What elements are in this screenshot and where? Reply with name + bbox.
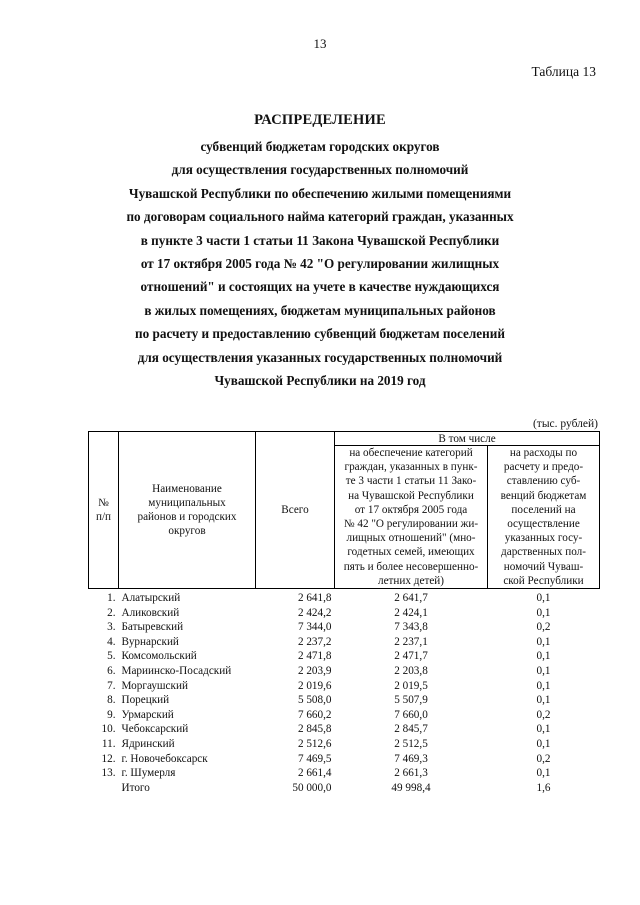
row-total: 2 661,4 [297, 767, 332, 780]
row-name: Алатырский [121, 592, 181, 605]
header-col-a-line: от 17 октября 2005 года [354, 503, 468, 516]
page-number: 13 [313, 36, 327, 51]
header-col-b-line: ставлению суб- [506, 475, 581, 488]
document-title: РАСПРЕДЕЛЕНИЕ [254, 112, 386, 128]
header-num-line: № [98, 496, 109, 509]
header-col-b-line: венций бюджетам [500, 489, 587, 502]
row-number: 8. [107, 694, 116, 707]
row-col-a: 49 998,4 [391, 781, 431, 794]
header-total: Всего [256, 432, 335, 589]
row-total: 2 424,2 [297, 606, 332, 619]
subtitle-line: Чувашской Республики по обеспечению жилыми помещениями [128, 185, 512, 201]
row-total: 7 344,0 [297, 621, 332, 634]
document-subtitle [0, 135, 640, 392]
table-row [89, 722, 600, 737]
row-col-b: 0,2 [536, 621, 551, 634]
row-col-b: 0,1 [536, 606, 551, 619]
header-num-line: п/п [95, 511, 112, 524]
row-name: Мариинско-Посадский [121, 665, 232, 677]
header-col-a-line: № 42 "О регулировании жи- [343, 518, 479, 531]
subtitle-line: субвенций бюджетам городских округов [200, 139, 440, 154]
row-col-b: 0,1 [536, 635, 551, 648]
header-col-a [335, 446, 488, 589]
row-col-b: 0,1 [536, 650, 551, 663]
header-name-line: округов [168, 525, 206, 538]
subtitle-line: в жилых помещениях, бюджетам муниципальных районов [144, 302, 496, 318]
row-col-a: 2 512,5 [394, 737, 428, 750]
row-col-a: 2 019,5 [394, 679, 428, 692]
header-name [119, 432, 256, 589]
table-row [89, 649, 600, 664]
row-total: 2 471,8 [297, 650, 332, 663]
row-col-a: 7 343,8 [394, 621, 428, 634]
subtitle-line: от 17 октября 2005 года № 42 "О регулировании жилищных [140, 256, 500, 272]
subtitle-line: по расчету и предоставлению субвенций бюджетам поселений [135, 326, 505, 342]
subtitle-line: для осуществления указанных государственных полномочий [137, 349, 503, 365]
header-col-a-line: пять и более несовершенно- [343, 560, 479, 573]
row-number: 3. [107, 621, 116, 634]
row-name: Комсомольский [121, 650, 197, 663]
row-col-a: 2 203,8 [394, 665, 428, 677]
row-col-a: 2 424,1 [394, 606, 428, 619]
header-col-b-line: дарственных пол- [501, 546, 586, 559]
row-total: 7 469,5 [297, 752, 332, 765]
row-number: 9. [107, 708, 116, 721]
header-col-a-line: на Чувашской Республики [348, 489, 474, 502]
header-col-b-line: номочий Чуваш- [503, 560, 584, 573]
row-total: 2 237,2 [297, 635, 332, 648]
table-row [89, 589, 600, 606]
table-row [89, 737, 600, 752]
header-name-line: муниципальных [148, 496, 226, 509]
row-number: 5. [107, 650, 116, 663]
header-col-b [488, 446, 600, 589]
header-col-b-line: ской Республики [503, 574, 584, 587]
row-number: 10. [101, 723, 116, 736]
document-heading [0, 110, 640, 392]
row-name: Чебоксарский [121, 723, 189, 736]
row-name: Батыревский [121, 621, 184, 634]
row-number: 6. [107, 665, 116, 677]
row-col-b: 0,1 [536, 723, 551, 736]
table-row [89, 606, 600, 621]
table-row [89, 635, 600, 650]
header-col-b-line: осуществление [507, 518, 580, 531]
header-group: В том числе [335, 432, 600, 446]
row-name: Аликовский [121, 606, 180, 619]
header-col-a-line: лищных отношений" (мно- [346, 532, 476, 545]
row-number: 4. [107, 635, 116, 648]
row-total: 2 203,9 [297, 665, 332, 677]
header-col-b-line: указанных госу- [504, 532, 583, 545]
subtitle-line: для осуществления государственных полномочий [171, 162, 469, 178]
subtitle-line: Чувашской Республики на 2019 год [214, 373, 426, 389]
subtitle-line: в пункте 3 части 1 статьи 11 Закона Чувашской Республики [140, 232, 500, 248]
row-col-b: 0,2 [536, 708, 551, 721]
row-total: 7 660,2 [297, 708, 332, 721]
header-col-a-line: летних детей) [377, 574, 445, 587]
table-row [89, 620, 600, 635]
row-total: 2 019,6 [297, 679, 332, 692]
table-row [89, 664, 600, 679]
subtitle-line: по договорам социального найма категорий граждан, указанных [126, 209, 514, 225]
row-col-b: 0,1 [536, 665, 551, 677]
table-row [89, 693, 600, 708]
units-label: (тыс. рублей) [532, 418, 598, 430]
row-name: Вурнарский [121, 635, 179, 648]
row-col-b: 0,1 [536, 694, 551, 707]
row-total: 5 508,0 [297, 694, 332, 707]
header-col-a-line: на обеспечение категорий [349, 447, 473, 459]
row-number: 1. [107, 592, 116, 605]
row-name: Ядринский [121, 737, 175, 750]
header-col-a-line: те 3 части 1 статьи 11 Зако- [345, 475, 477, 488]
row-number: 2. [107, 606, 116, 619]
row-col-b: 0,2 [536, 752, 551, 765]
row-total: 2 512,6 [297, 737, 332, 750]
header-name-line: районов и городских [137, 511, 237, 524]
row-name: Моргаушский [121, 679, 188, 692]
row-name: Итого [121, 781, 150, 794]
row-name: Урмарский [121, 708, 174, 721]
header-num [89, 432, 119, 589]
table-label: Таблица 13 [531, 64, 596, 79]
row-col-a: 2 471,7 [394, 650, 428, 663]
row-col-b: 0,1 [536, 767, 551, 780]
table-row [89, 679, 600, 694]
row-col-a: 2 845,7 [394, 723, 428, 736]
header-col-a-line: граждан, указанных в пунк- [344, 461, 478, 474]
row-col-a: 2 237,1 [394, 635, 428, 648]
row-col-a: 2 641,7 [394, 592, 428, 605]
row-total: 50 000,0 [292, 781, 332, 794]
row-col-a: 2 661,3 [394, 767, 428, 780]
subtitle-line: отношений" и состоящих на учете в качестве нуждающихся [140, 279, 500, 295]
row-col-a: 7 469,3 [394, 752, 428, 765]
row-col-b: 0,1 [536, 679, 551, 692]
row-number: 11. [101, 737, 116, 750]
table-row [89, 752, 600, 767]
distribution-table [88, 431, 600, 795]
row-col-a: 7 660,0 [394, 708, 428, 721]
row-number: 12. [101, 752, 116, 765]
row-name: г. Новочебоксарск [121, 752, 208, 765]
row-col-b: 1,6 [536, 781, 551, 794]
row-name: Порецкий [121, 694, 170, 707]
row-total: 2 641,8 [297, 592, 332, 605]
row-col-b: 0,1 [536, 737, 551, 750]
header-col-a-line: годетных семей, имеющих [347, 546, 475, 559]
header-name-line: Наименование [152, 482, 222, 495]
row-number: 7. [107, 679, 116, 692]
row-name: г. Шумерля [121, 767, 176, 780]
table-row [89, 766, 600, 781]
row-total: 2 845,8 [297, 723, 332, 736]
header-col-b-line: поселений на [511, 503, 576, 516]
header-col-b-line: расчету и предо- [503, 461, 584, 474]
table-row [89, 708, 600, 723]
row-col-b: 0,1 [536, 592, 551, 605]
row-number [89, 781, 119, 796]
row-col-a: 5 507,9 [394, 694, 428, 707]
header-col-b-line: на расходы по [509, 447, 578, 459]
row-number: 13. [101, 767, 116, 780]
total-row [89, 781, 600, 796]
